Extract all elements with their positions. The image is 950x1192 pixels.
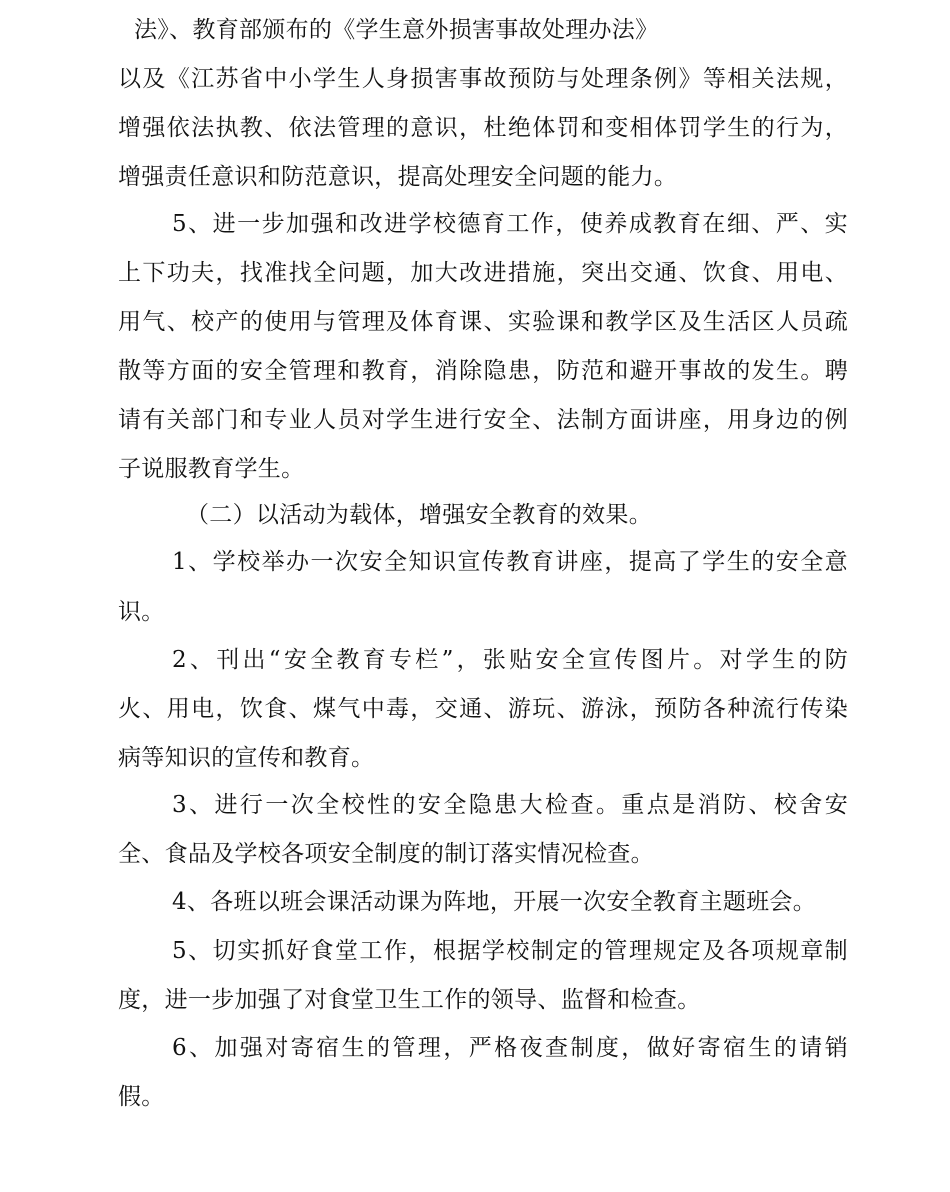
text-line: 识。: [118, 599, 165, 625]
text-line: 火、用电，饮食、煤气中毒，交通、游玩、游泳，预防各种流行传染: [118, 696, 848, 722]
text-line: 病等知识的宣传和教育。: [118, 745, 375, 771]
text-line: 上下功夫，找准找全问题，加大改进措施，突出交通、饮食、用电、: [118, 260, 848, 286]
text-line: 请有关部门和专业人员对学生进行安全、法制方面讲座，用身边的例: [118, 407, 848, 433]
text-line: 全、食品及学校各项安全制度的制订落实情况检查。: [118, 841, 654, 867]
text-line: 法》、教育部颁布的《学生意外损害事故处理办法》: [134, 17, 659, 43]
text-line: 子说服教育学生。: [118, 456, 305, 482]
text-line: 度，进一步加强了对食堂卫生工作的领导、监督和检查。: [118, 987, 701, 1013]
section-heading: （二）以活动为载体，增强安全教育的效果。: [186, 502, 652, 528]
text-line: 散等方面的安全管理和教育，消除隐患，防范和避开事故的发生。聘: [118, 358, 848, 384]
text-line: 增强责任意识和防范意识，提高处理安全问题的能力。: [118, 164, 678, 190]
paragraph-first-line: 5、进一步加强和改进学校德育工作，使养成教育在细、严、实: [172, 211, 848, 237]
paragraph-first-line: 4、各班以班会课活动课为阵地，开展一次安全教育主题班会。: [172, 889, 817, 915]
paragraph-first-line: 2、刊出“安全教育专栏”，张贴安全宣传图片。对学生的防: [172, 647, 848, 673]
text-line: 用气、校产的使用与管理及体育课、实验课和教学区及生活区人员疏: [118, 309, 848, 335]
text-line: 增强依法执教、依法管理的意识，杜绝体罚和变相体罚学生的行为，: [118, 115, 848, 141]
paragraph-first-line: 3、进行一次全校性的安全隐患大检查。重点是消防、校舍安: [172, 792, 848, 818]
paragraph-first-line: 5、切实抓好食堂工作，根据学校制定的管理规定及各项规章制: [172, 938, 848, 964]
text-line: 以及《江苏省中小学生人身损害事故预防与处理条例》等相关法规，: [118, 66, 848, 92]
text-line: 假。: [118, 1084, 165, 1110]
paragraph-first-line: 1、学校举办一次安全知识宣传教育讲座，提高了学生的安全意: [172, 549, 848, 575]
paragraph-first-line: 6、加强对寄宿生的管理，严格夜查制度，做好寄宿生的请销: [172, 1035, 848, 1061]
